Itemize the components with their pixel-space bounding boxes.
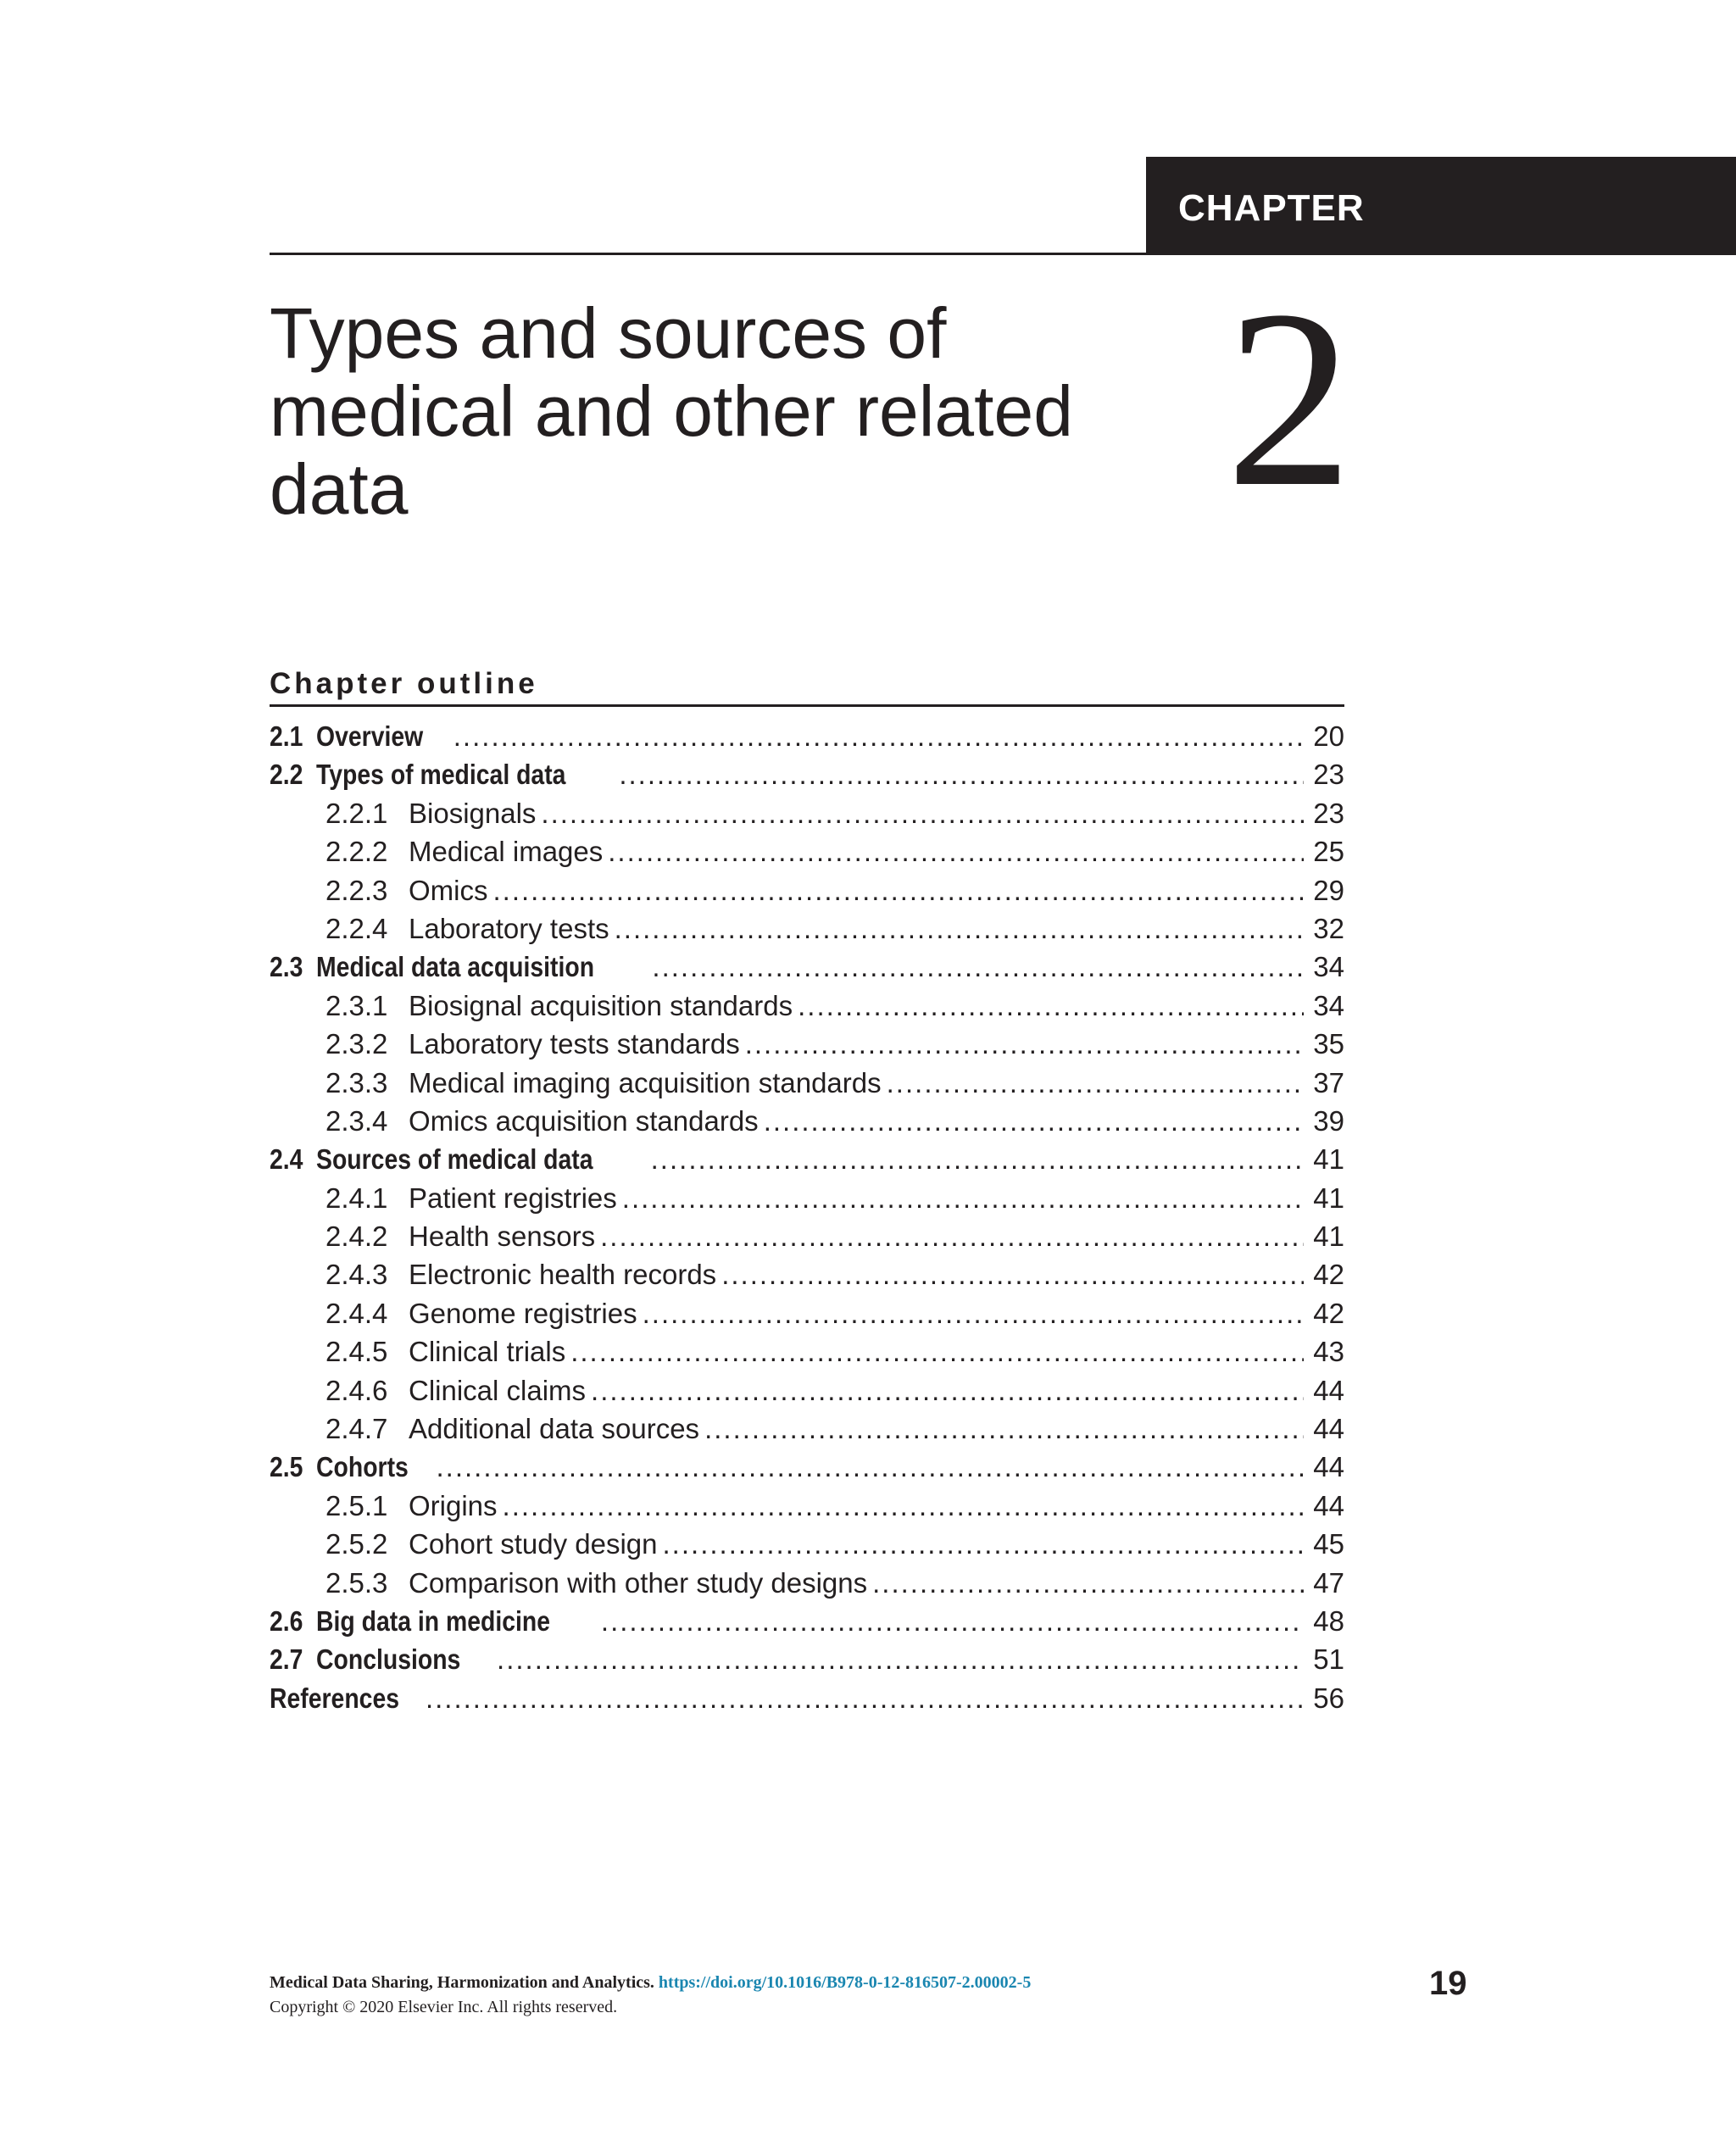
toc-entry-label: Conclusions xyxy=(316,1643,461,1676)
toc-entry-title xyxy=(326,1067,882,1099)
toc-entry-page: 39 xyxy=(1313,1104,1344,1137)
toc-entry[interactable] xyxy=(270,1413,1344,1451)
toc-entry-label: Clinical trials xyxy=(409,1336,566,1368)
toc-entry-number: 2.4.6 xyxy=(326,1374,388,1406)
toc-entry-title xyxy=(270,1643,460,1676)
toc-entry-number: 2.5.1 xyxy=(326,1489,388,1521)
toc-entry-page: 43 xyxy=(1313,1336,1344,1368)
toc-entry-title xyxy=(326,798,536,830)
toc-entry[interactable] xyxy=(270,1028,1344,1066)
toc-entry-number: 2.4.3 xyxy=(326,1259,388,1291)
toc-leader-dots xyxy=(608,836,1304,868)
toc-leader-dots xyxy=(615,913,1304,945)
toc-entry-number: 2.3 xyxy=(270,951,303,983)
toc-entry-page: 20 xyxy=(1313,720,1344,752)
toc-entry-page: 35 xyxy=(1313,1028,1344,1060)
toc-entry-page: 41 xyxy=(1313,1143,1344,1176)
toc-entry-label: Omics acquisition standards xyxy=(409,1104,759,1137)
toc-entry-label: Genome registries xyxy=(409,1297,637,1329)
toc-entry-title xyxy=(326,913,609,945)
toc-entry-label: Laboratory tests standards xyxy=(409,1028,740,1060)
toc-entry[interactable] xyxy=(270,1067,1344,1105)
toc-entry-number: 2.4 xyxy=(270,1143,303,1176)
toc-entry-title xyxy=(326,1413,699,1445)
chapter-title-line: Types and sources of xyxy=(270,293,947,373)
toc-leader-dots xyxy=(887,1067,1304,1099)
toc-entry-title xyxy=(326,1528,658,1560)
toc-entry-page: 44 xyxy=(1313,1451,1344,1483)
toc-entry[interactable] xyxy=(270,1182,1344,1221)
toc-leader-dots xyxy=(453,720,1304,753)
toc-entry-title xyxy=(270,1143,593,1176)
toc-entry-title xyxy=(326,990,793,1022)
toc-entry-label: Clinical claims xyxy=(409,1374,587,1406)
toc-entry[interactable] xyxy=(270,1490,1344,1528)
header-rule xyxy=(270,253,1146,255)
toc-leader-dots xyxy=(591,1375,1304,1407)
toc-entry-page: 44 xyxy=(1313,1374,1344,1406)
toc-entry-label: Origins xyxy=(409,1489,498,1521)
toc-entry[interactable] xyxy=(270,1143,1344,1182)
toc-entry[interactable] xyxy=(270,990,1344,1028)
chapter-title-line: medical and other related xyxy=(270,371,1073,451)
toc-leader-dots xyxy=(721,1259,1304,1291)
toc-leader-dots xyxy=(663,1528,1304,1560)
chapter-label: CHAPTER xyxy=(1178,187,1365,229)
toc-leader-dots xyxy=(503,1490,1304,1522)
toc-entry-title xyxy=(326,1105,759,1137)
toc-entry[interactable] xyxy=(270,1221,1344,1259)
toc-entry[interactable] xyxy=(270,875,1344,913)
toc-entry-title xyxy=(270,720,423,753)
toc-entry-page: 23 xyxy=(1313,759,1344,791)
toc-entry-title xyxy=(270,759,565,791)
toc-entry-number: 2.3.2 xyxy=(326,1028,388,1060)
toc-entry-page: 25 xyxy=(1313,836,1344,868)
toc-leader-dots xyxy=(764,1105,1304,1137)
toc-entry-title xyxy=(326,1259,716,1291)
toc-entry-title xyxy=(326,875,488,907)
toc-leader-dots xyxy=(541,798,1304,830)
toc-entry[interactable] xyxy=(270,798,1344,836)
toc-entry-number: 2.4.7 xyxy=(326,1413,388,1445)
toc-leader-dots xyxy=(745,1028,1304,1060)
toc-entry-number: 2.2.4 xyxy=(326,912,388,944)
chapter-title-line: data xyxy=(270,449,409,529)
toc-leader-dots xyxy=(651,1143,1304,1176)
toc-entry-label: Laboratory tests xyxy=(409,912,609,944)
toc-entry-label: Medical imaging acquisition standards xyxy=(409,1066,882,1098)
toc-entry-number: 2.2.3 xyxy=(326,874,388,906)
toc-entry-title xyxy=(270,1451,409,1483)
outline-rule xyxy=(270,704,1344,707)
outline-heading: Chapter outline xyxy=(270,667,538,700)
toc-entry[interactable] xyxy=(270,1298,1344,1336)
toc-entry-number: 2.7 xyxy=(270,1643,303,1676)
toc-entry[interactable] xyxy=(270,1105,1344,1143)
toc-entry[interactable] xyxy=(270,1605,1344,1643)
toc-entry-page: 23 xyxy=(1313,797,1344,829)
toc-entry[interactable] xyxy=(270,1336,1344,1374)
toc-entry-label: Health sensors xyxy=(409,1221,596,1253)
toc-entry-title xyxy=(326,1298,637,1330)
toc-leader-dots xyxy=(643,1298,1304,1330)
toc-entry-number: 2.4.1 xyxy=(326,1182,388,1214)
toc-entry[interactable] xyxy=(270,951,1344,989)
toc-entry-page: 44 xyxy=(1313,1489,1344,1521)
toc-entry-label: Patient registries xyxy=(409,1182,617,1214)
toc-leader-dots xyxy=(704,1413,1304,1445)
toc-entry-number: 2.5.2 xyxy=(326,1528,388,1560)
toc-entry-page: 41 xyxy=(1313,1221,1344,1253)
toc-entry-page: 41 xyxy=(1313,1182,1344,1214)
toc-entry-number: 2.2.1 xyxy=(326,797,388,829)
toc-entry-label: Additional data sources xyxy=(409,1413,700,1445)
toc-entry[interactable] xyxy=(270,759,1344,797)
toc-entry-label: Medical images xyxy=(409,836,604,868)
toc-leader-dots xyxy=(493,875,1305,907)
toc-entry-page: 44 xyxy=(1313,1413,1344,1445)
toc-entry-title xyxy=(326,1221,595,1253)
toc-entry-number: 2.5 xyxy=(270,1451,303,1483)
toc-entry-page: 34 xyxy=(1313,951,1344,983)
toc-entry[interactable] xyxy=(270,1682,1344,1721)
toc-entry[interactable] xyxy=(270,1567,1344,1605)
toc-entry-label: References xyxy=(270,1682,400,1714)
toc-entry-page: 42 xyxy=(1313,1259,1344,1291)
toc-entry[interactable] xyxy=(270,913,1344,951)
toc-entry-title xyxy=(326,1336,565,1368)
toc-entry-number: 2.6 xyxy=(270,1604,303,1637)
toc-entry-title xyxy=(270,1682,399,1715)
page-footer xyxy=(270,1973,1456,2017)
toc-entry-page: 42 xyxy=(1313,1297,1344,1329)
toc-entry-number: 2.4.5 xyxy=(326,1336,388,1368)
toc-entry-number: 2.3.3 xyxy=(326,1066,388,1098)
toc-entry-label: Comparison with other study designs xyxy=(409,1566,868,1599)
toc-entry-label: Big data in medicine xyxy=(316,1604,551,1637)
toc-entry-label: Overview xyxy=(316,720,424,752)
toc-entry-title xyxy=(326,1567,867,1599)
toc-entry-title xyxy=(326,1490,498,1522)
toc-entry-title xyxy=(326,1028,740,1060)
toc-entry-page: 29 xyxy=(1313,874,1344,906)
toc-entry-label: Sources of medical data xyxy=(316,1143,593,1176)
toc-entry[interactable] xyxy=(270,836,1344,874)
toc-entry-number: 2.3.1 xyxy=(326,989,388,1021)
toc-entry-page: 51 xyxy=(1313,1643,1344,1676)
toc-leader-dots xyxy=(437,1451,1305,1483)
toc-leader-dots xyxy=(570,1336,1304,1368)
toc-entry-label: Cohorts xyxy=(316,1451,409,1483)
toc-entry-label: Medical data acquisition xyxy=(316,951,595,983)
toc-entry-label: Cohort study design xyxy=(409,1528,658,1560)
toc-entry[interactable] xyxy=(270,1643,1344,1682)
toc-entry-page: 47 xyxy=(1313,1566,1344,1599)
copyright-notice: Copyright © 2020 Elsevier Inc. All rights reserved. xyxy=(270,1998,618,2016)
toc-entry[interactable] xyxy=(270,720,1344,759)
toc-entry-number: 2.4.2 xyxy=(326,1221,388,1253)
toc-entry-page: 32 xyxy=(1313,912,1344,944)
toc-entry[interactable] xyxy=(270,1375,1344,1413)
toc-entry-number: 2.2.2 xyxy=(326,836,388,868)
toc-leader-dots xyxy=(601,1605,1304,1638)
toc-leader-dots xyxy=(872,1567,1304,1599)
chapter-title xyxy=(270,294,1117,528)
toc-entry-number: 2.4.4 xyxy=(326,1297,388,1329)
toc-entry-page: 37 xyxy=(1313,1066,1344,1098)
toc-leader-dots xyxy=(619,759,1304,791)
toc-leader-dots xyxy=(798,990,1304,1022)
toc-entry-number: 2.3.4 xyxy=(326,1104,388,1137)
toc-entry-page: 48 xyxy=(1313,1604,1344,1637)
book-title: Medical Data Sharing, Harmonization and Analytics. xyxy=(270,1973,654,1992)
toc-entry-page: 56 xyxy=(1313,1682,1344,1714)
toc-leader-dots xyxy=(497,1643,1304,1676)
toc-entry[interactable] xyxy=(270,1528,1344,1566)
toc-entry[interactable] xyxy=(270,1451,1344,1489)
toc-entry-label: Electronic health records xyxy=(409,1259,717,1291)
toc-entry-page: 45 xyxy=(1313,1528,1344,1560)
toc-entry-label: Biosignals xyxy=(409,797,537,829)
toc-entry-title xyxy=(326,1182,617,1215)
toc-entry-title xyxy=(326,836,603,868)
toc-entry-label: Biosignal acquisition standards xyxy=(409,989,793,1021)
chapter-number: 2 xyxy=(1226,258,1353,539)
toc-entry-number: 2.2 xyxy=(270,759,303,791)
toc-entry-title xyxy=(270,1605,550,1638)
toc-entry-label: Types of medical data xyxy=(316,759,566,791)
chapter-banner xyxy=(1146,157,1736,255)
toc-leader-dots xyxy=(652,951,1304,983)
toc-entry-title xyxy=(326,1375,586,1407)
doi-link[interactable]: https://doi.org/10.1016/B978-0-12-816507-2.00002-5 xyxy=(658,1973,1032,1992)
toc-leader-dots xyxy=(622,1182,1304,1215)
toc-entry-number: 2.1 xyxy=(270,720,303,752)
toc-entry-title xyxy=(270,951,594,983)
toc-entry-number: 2.5.3 xyxy=(326,1566,388,1599)
table-of-contents xyxy=(270,720,1344,1721)
toc-entry-label: Omics xyxy=(409,874,488,906)
toc-leader-dots xyxy=(600,1221,1304,1253)
page-number: 19 xyxy=(1429,1965,1467,2002)
toc-leader-dots xyxy=(426,1682,1304,1715)
toc-entry-page: 34 xyxy=(1313,989,1344,1021)
toc-entry[interactable] xyxy=(270,1259,1344,1297)
